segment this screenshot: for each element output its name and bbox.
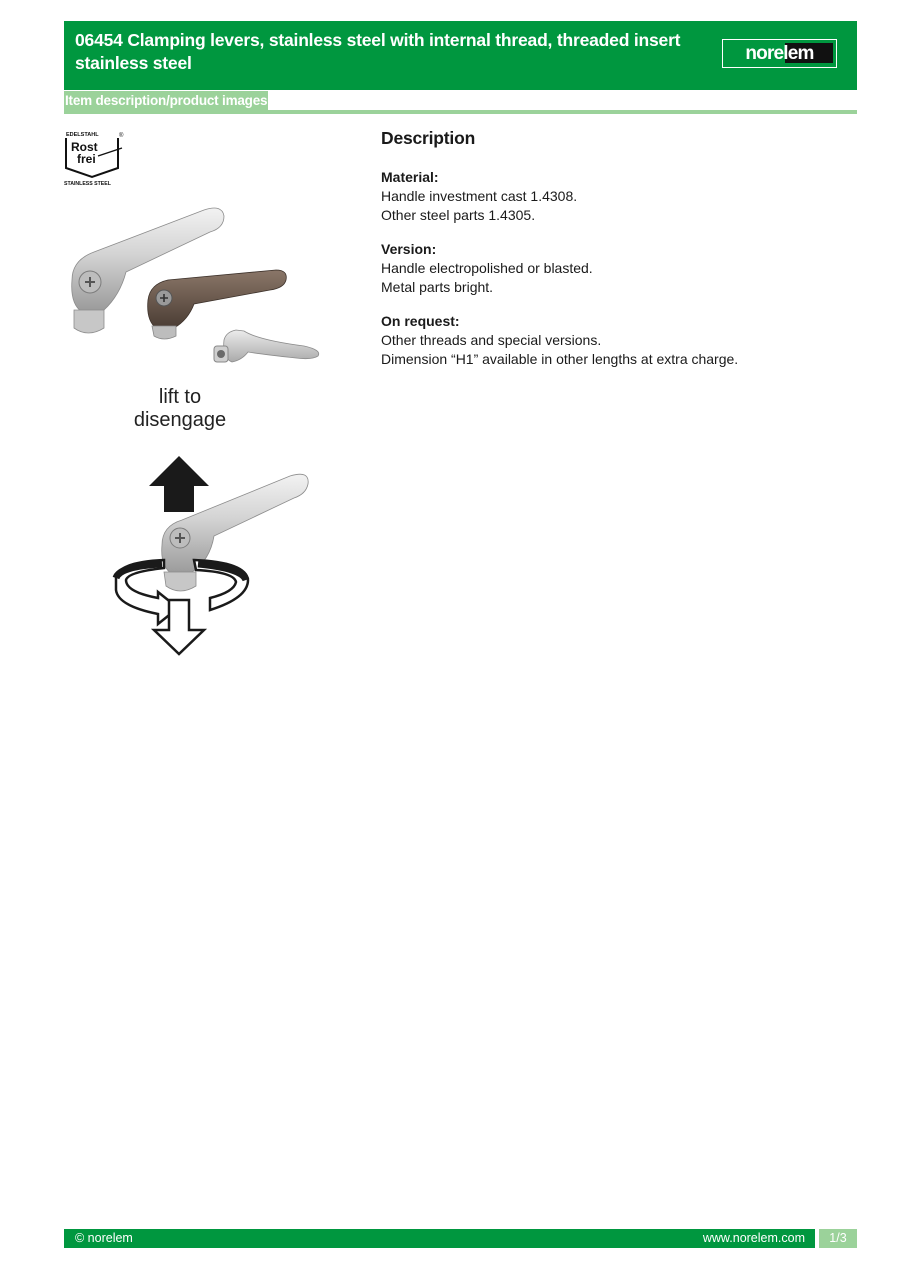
description-block-version	[381, 240, 841, 297]
page-title: 06454 Clamping levers, stainless steel with internal thread, threaded insert stainless steel	[75, 30, 681, 73]
description-block-on-request	[381, 312, 841, 369]
version-line-1: Handle electropolished or blasted.	[381, 260, 593, 276]
section-tab: Item description/product images	[65, 93, 268, 108]
norelem-logo	[722, 39, 837, 68]
instruction-label	[64, 386, 296, 432]
footer-copyright: © norelem	[75, 1231, 133, 1245]
instruction-label-line2: disengage	[133, 409, 227, 431]
material-line-2: Other steel parts 1.4305.	[381, 207, 536, 223]
badge-registered: ®	[119, 133, 124, 139]
section-divider	[64, 110, 857, 114]
version-label: Version:	[381, 241, 437, 257]
on-request-line-2: Dimension “H1” available in other lengths at extra charge.	[381, 351, 739, 367]
badge-top-text: EDELSTAHL	[66, 132, 99, 138]
badge-main-line2: frei	[77, 152, 96, 166]
lever-large-steel	[72, 208, 224, 333]
material-line-1: Handle investment cast 1.4308.	[381, 188, 578, 204]
logo-text: norelem	[745, 42, 814, 64]
page-footer	[64, 1229, 857, 1248]
badge-main-line1: Rost	[71, 140, 98, 154]
instruction-label-line1: lift to	[158, 386, 202, 408]
footer-url-link[interactable]: www.norelem.com	[702, 1231, 805, 1245]
version-line-2: Metal parts bright.	[381, 279, 494, 295]
section-bar	[64, 91, 857, 114]
lift-arrow-icon	[149, 456, 209, 512]
material-label: Material:	[381, 169, 439, 185]
footer-page-number: 1/3	[819, 1229, 857, 1248]
on-request-label: On request:	[381, 313, 460, 329]
on-request-line-1: Other threads and special versions.	[381, 332, 602, 348]
lever-small-steel	[214, 330, 319, 362]
rostfrei-badge-icon	[64, 130, 126, 186]
description-block-material	[381, 168, 841, 225]
description-section	[381, 128, 841, 384]
badge-bottom-text: STAINLESS STEEL	[64, 181, 111, 186]
description-heading: Description	[381, 128, 476, 148]
page-header	[64, 21, 857, 90]
lever-bronze	[148, 270, 287, 339]
